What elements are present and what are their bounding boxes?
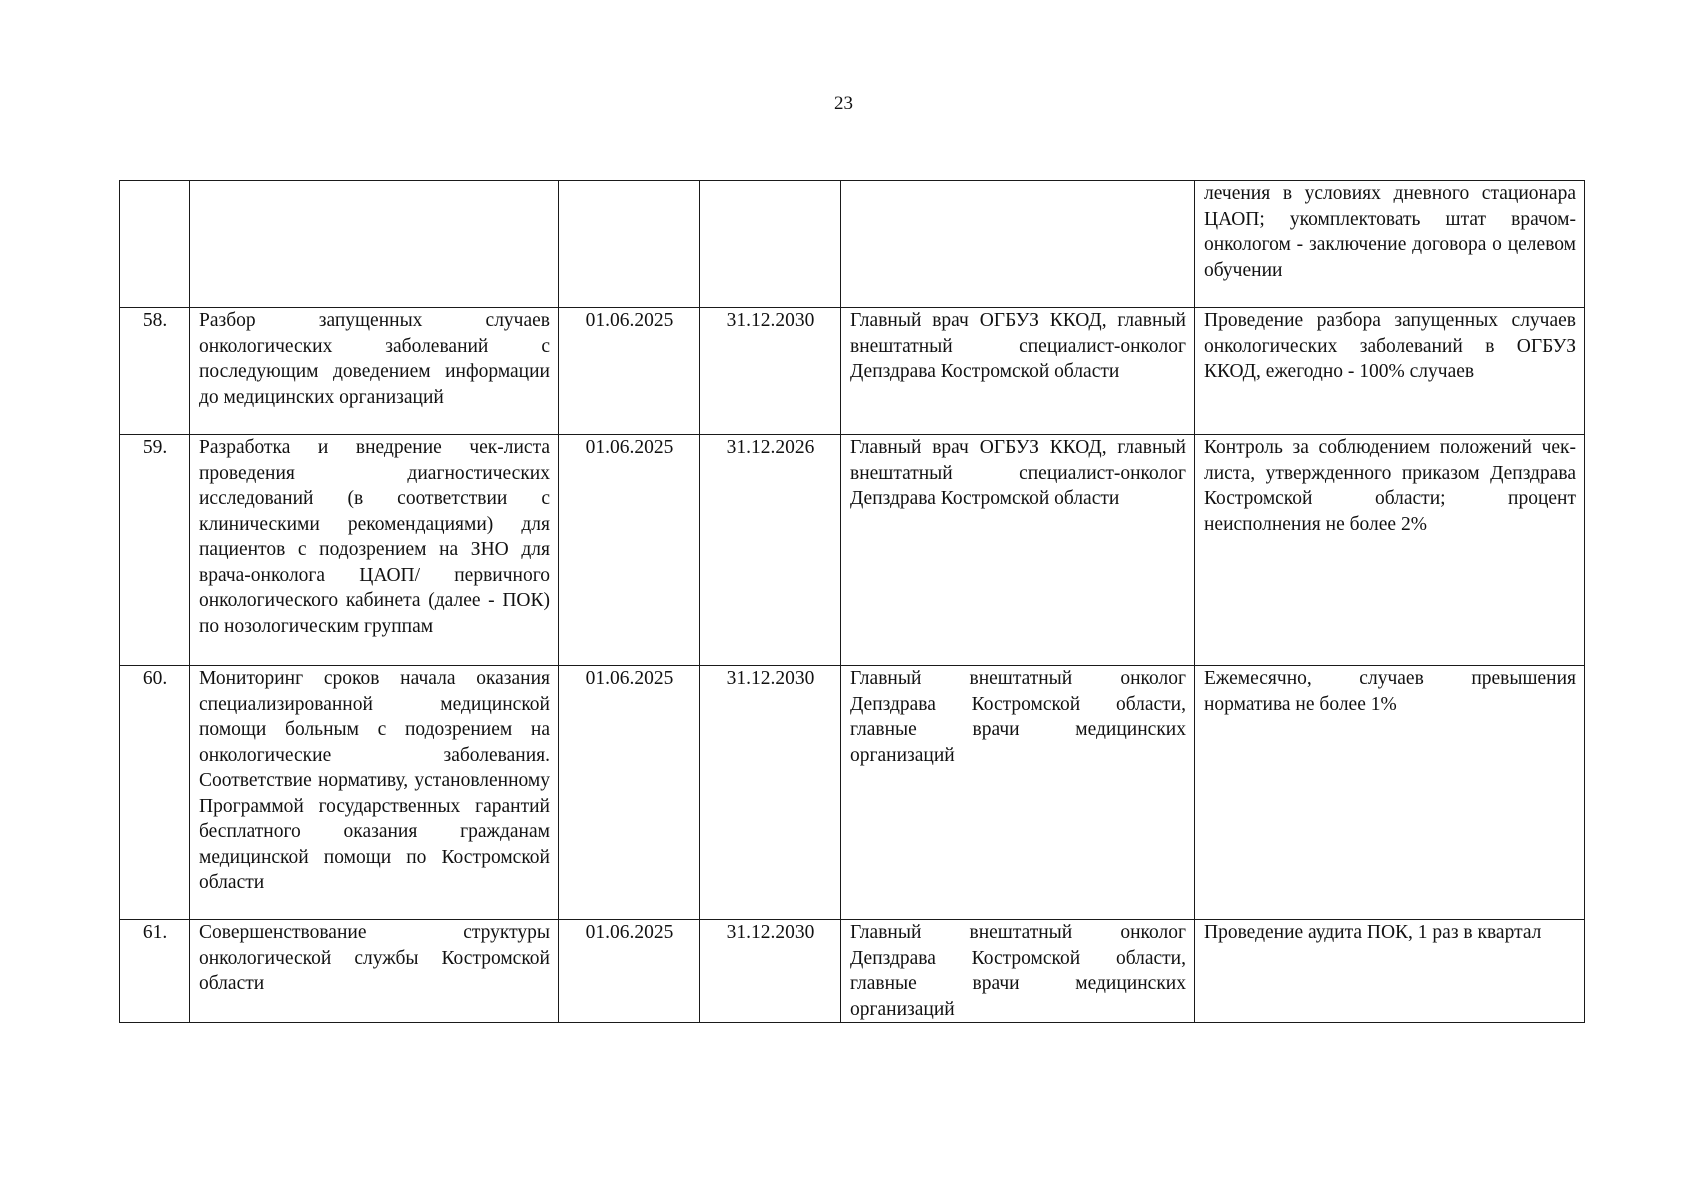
cell-num <box>120 181 190 308</box>
activity-text: Разработка и внедрение чек-листа проведения диагностических исследований (в соответствии с клиническими рекомендациями) для пациентов с подозрением на ЗНО для врача-онколога ЦАОП/ первичного онкологического кабинета (далее - ПОК) по нозологическим группам <box>190 435 559 666</box>
cell-start-date <box>559 181 700 308</box>
end-date: 31.12.2030 <box>700 920 841 1023</box>
result-text: Проведение аудита ПОК, 1 раз в квартал <box>1195 920 1585 1023</box>
responsible-text: Главный врач ОГБУЗ ККОД, главный внештатный специалист-онколог Депздрава Костромской области <box>841 435 1195 666</box>
table-row <box>120 308 1585 435</box>
end-date: 31.12.2026 <box>700 435 841 666</box>
page-number: 23 <box>834 93 853 114</box>
end-date: 31.12.2030 <box>700 308 841 435</box>
table-row <box>120 435 1585 666</box>
start-date: 01.06.2025 <box>559 435 700 666</box>
result-text: Контроль за соблюдением положений чек-листа, утвержденного приказом Депздрава Костромской области; процент неисполнения не более 2% <box>1195 435 1585 666</box>
activity-text: Мониторинг сроков начала оказания специализированной медицинской помощи больным с подозрением на онкологические заболевания. Соответствие нормативу, установленному Программой государственных гарантий бесплатного оказания гражданам медицинской помощи по Костромской области <box>190 666 559 920</box>
activity-text: Совершенствование структуры онкологической службы Костромской области <box>190 920 559 1023</box>
responsible-text: Главный внештатный онколог Депздрава Костромской области, главные врачи медицинских организаций <box>841 666 1195 920</box>
row-number: 61. <box>120 920 190 1023</box>
responsible-text: Главный внештатный онколог Депздрава Костромской области, главные врачи медицинских организаций <box>841 920 1195 1023</box>
table-row <box>120 666 1585 920</box>
row-number: 60. <box>120 666 190 920</box>
start-date: 01.06.2025 <box>559 666 700 920</box>
result-text: Проведение разбора запущенных случаев онкологических заболеваний в ОГБУЗ ККОД, ежегодно - 100% случаев <box>1195 308 1585 435</box>
start-date: 01.06.2025 <box>559 308 700 435</box>
end-date: 31.12.2030 <box>700 666 841 920</box>
row-number: 59. <box>120 435 190 666</box>
start-date: 01.06.2025 <box>559 920 700 1023</box>
row-number: 58. <box>120 308 190 435</box>
activity-text: Разбор запущенных случаев онкологических заболеваний с последующим доведением информации до медицинских организаций <box>190 308 559 435</box>
cell-activity <box>190 181 559 308</box>
table-row-continuation <box>120 181 1585 308</box>
cell-responsible <box>841 181 1195 308</box>
table-row <box>120 920 1585 1023</box>
cell-end-date <box>700 181 841 308</box>
responsible-text: Главный врач ОГБУЗ ККОД, главный внештатный специалист-онколог Депздрава Костромской области <box>841 308 1195 435</box>
measures-table <box>119 180 1585 1023</box>
result-text: Ежемесячно, случаев превышения норматива не более 1% <box>1195 666 1585 920</box>
cell-result: лечения в условиях дневного стационара ЦАОП; укомплектовать штат врачом-онкологом - заключение договора о целевом обучении <box>1195 181 1585 308</box>
